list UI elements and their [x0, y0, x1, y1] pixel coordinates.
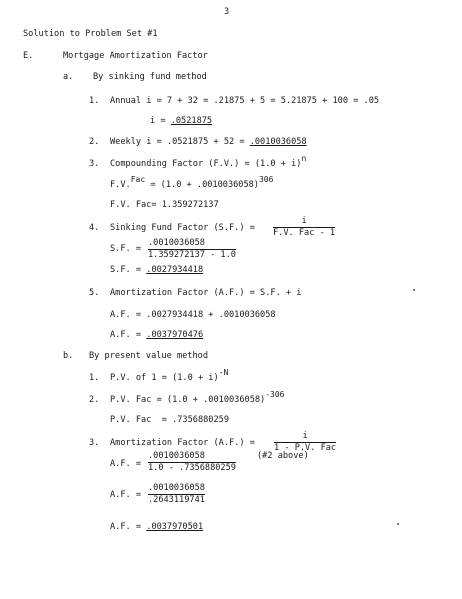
af2-prefix: A.F. =: [110, 490, 147, 500]
a-step3-line: [110, 154, 307, 169]
b-step2-text: P.V. Fac = (1.0 + .0010036058): [110, 395, 266, 405]
b-step3-af2-fraction: [148, 484, 205, 504]
a-step1-result-line: [150, 117, 212, 126]
fraction-denominator: .2643119741: [148, 494, 205, 505]
a-step4-sf-fraction: [148, 239, 236, 259]
b-step2-line: [110, 390, 285, 405]
scan-speck: [413, 289, 415, 291]
b-step1-number: 1.: [89, 373, 100, 383]
scan-speck: [397, 523, 399, 525]
fraction-denominator: 1 - P.V. Fac: [274, 442, 337, 453]
a-step1-text: Annual i = 7 + 32 = .21875 + 5 = 5.21875 + 100 = .05: [110, 96, 380, 106]
fraction-denominator: F.V. Fac - 1: [273, 227, 336, 238]
a-step3-text: Compounding Factor (F.V.) = (1.0 + i): [110, 159, 302, 169]
a-step4-number: 4.: [89, 223, 100, 233]
b-step3-af1-fraction: [148, 452, 236, 472]
af1-prefix: A.F. =: [110, 459, 147, 469]
fraction-numerator: .0010036058: [148, 451, 205, 461]
section-letter: E.: [23, 51, 34, 61]
fraction-denominator: 1.359272137 - 1.0: [148, 249, 236, 260]
a-step3-line3: F.V. Fac= 1.359272137: [110, 200, 219, 210]
exponent: 306: [258, 175, 274, 184]
exponent: n: [301, 154, 307, 163]
a-step4-fraction: [273, 217, 335, 237]
a-step5-line2: A.F. = .0027934418 + .0010036058: [110, 310, 276, 320]
exponent: -306: [265, 390, 285, 399]
a-step4-result-line: [110, 266, 203, 275]
result-prefix: A.F. =: [110, 330, 147, 340]
page-title: Solution to Problem Set #1: [23, 29, 158, 39]
b-step3-fraction: [274, 432, 336, 452]
fraction-numerator: i: [301, 216, 307, 226]
fac-superscript: Fac: [130, 175, 146, 184]
a-step2-result: .0010036058: [249, 137, 307, 147]
b-step1-line: [110, 368, 229, 383]
section-heading: Mortgage Amortization Factor: [63, 51, 208, 61]
page-number: 3: [224, 7, 230, 17]
a-step2-text: Weekly i = .0521875 + 52 =: [110, 137, 250, 147]
a-step5-result-line: [110, 331, 203, 340]
part-a-heading: By sinking fund method: [93, 72, 207, 82]
b-step3-text: Amortization Factor (A.F.) =: [110, 438, 261, 448]
fv-expression: = (1.0 + .0010036058): [145, 180, 259, 190]
fraction-denominator: 1.0 - .7356880259: [148, 462, 236, 473]
af1-note: (#2 above): [257, 451, 309, 461]
a-step5-result: .0037970476: [146, 330, 204, 340]
result-prefix: A.F. =: [110, 522, 147, 532]
part-b-letter: b.: [63, 351, 74, 361]
result-prefix: i =: [150, 116, 171, 126]
a-step5-text: Amortization Factor (A.F.) = S.F. + i: [110, 288, 302, 298]
b-step2-line2: P.V. Fac = .7356880259: [110, 415, 229, 425]
a-step3-line2: [110, 175, 274, 190]
a-step2-line: [110, 138, 307, 147]
b-step2-number: 2.: [89, 395, 100, 405]
a-step1-result: .0521875: [170, 116, 213, 126]
fraction-numerator: i: [302, 431, 308, 441]
b-step3-result: .0037970501: [146, 522, 204, 532]
a-step3-number: 3.: [89, 159, 100, 169]
sf-prefix: S.F. =: [110, 244, 147, 254]
b-step3-result-line: [110, 523, 203, 532]
a-step1-number: 1.: [89, 96, 100, 106]
b-step1-text: P.V. of 1 = (1.0 + i): [110, 373, 219, 383]
part-a-letter: a.: [63, 72, 74, 82]
fraction-numerator: .0010036058: [148, 483, 205, 493]
b-step3-number: 3.: [89, 438, 100, 448]
fv-label: F.V.: [110, 180, 131, 190]
result-prefix: S.F. =: [110, 265, 147, 275]
a-step2-number: 2.: [89, 137, 100, 147]
a-step4-result: .0027934418: [146, 265, 204, 275]
exponent: -N: [218, 368, 229, 377]
part-b-heading: By present value method: [89, 351, 208, 361]
a-step4-text: Sinking Fund Factor (S.F.) =: [110, 223, 261, 233]
a-step5-number: 5.: [89, 288, 100, 298]
fraction-numerator: .0010036058: [148, 238, 205, 248]
